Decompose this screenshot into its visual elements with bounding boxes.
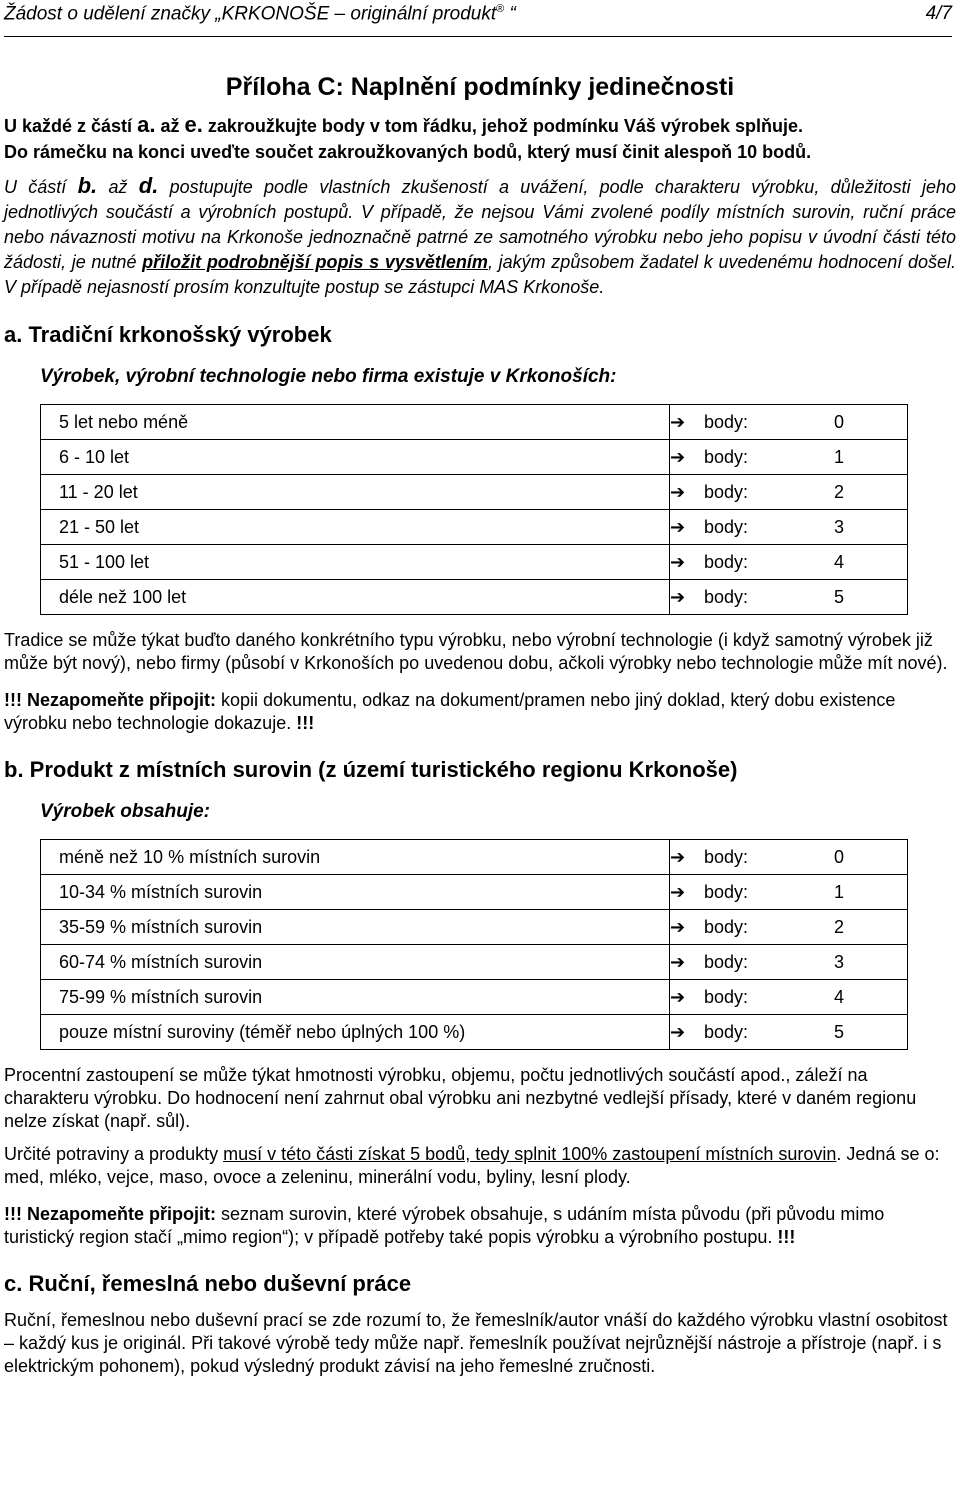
section-a-score-table (40, 404, 908, 615)
points-label: body: (704, 516, 749, 537)
header-title: Žádost o udělení značky „KRKONOŠE – originální produkt® “ (4, 3, 516, 25)
attach-description-link: přiložit podrobnější popis s vysvětlením (142, 252, 488, 272)
score-condition: 10-34 % místních surovin (41, 875, 670, 910)
score-condition: 35-59 % místních surovin (41, 910, 670, 945)
intro-line-2: Do rámečku na konci uveďte součet zakroužkovaných bodů, který musí činit alespoň 10 bodů. (4, 142, 812, 162)
score-points[interactable] (670, 545, 908, 580)
points-label: body: (704, 446, 749, 467)
score-row[interactable] (41, 1015, 908, 1050)
arrow-right-icon: ➔ (670, 881, 686, 902)
section-b-heading: b. Produkt z místních surovin (z území turistického regionu Krkonoše) (4, 757, 738, 782)
annex-title: Příloha C: Naplnění podmínky jedinečnosti (225, 73, 735, 101)
points-label: body: (704, 586, 749, 607)
points-label: body: (704, 1021, 749, 1042)
points-value[interactable]: 0 (834, 411, 845, 432)
score-points[interactable] (670, 580, 908, 615)
score-points[interactable] (670, 405, 908, 440)
arrow-right-icon: ➔ (670, 1021, 686, 1042)
score-row[interactable] (41, 475, 908, 510)
arrow-right-icon: ➔ (670, 446, 686, 467)
section-a-note: Tradice se může týkat buďto daného konkrétního typu výrobku, nebo výrobní technologie (i když samotný výrobek již může být nový), nebo firmy (působí v Krkonoších po uvedenou dobu, ačkoli výrobky nebo technologie může mít nové). (4, 630, 948, 673)
section-b-score-table (40, 839, 908, 1050)
score-condition: 51 - 100 let (41, 545, 670, 580)
score-points[interactable] (670, 980, 908, 1015)
intro-line-1: U každé z částí a. až e. zakroužkujte body v tom řádku, jehož podmínku Váš výrobek splňuje. (4, 112, 803, 137)
arrow-right-icon: ➔ (670, 951, 686, 972)
section-c-heading: c. Ruční, řemeslná nebo duševní práce (4, 1271, 412, 1296)
score-row[interactable] (41, 405, 908, 440)
score-condition: méně než 10 % místních surovin (41, 840, 670, 875)
score-condition: 75-99 % místních surovin (41, 980, 670, 1015)
page-number: 4/7 (925, 3, 952, 24)
score-points[interactable] (670, 910, 908, 945)
score-points[interactable] (670, 945, 908, 980)
score-points[interactable] (670, 475, 908, 510)
points-value[interactable]: 5 (834, 1021, 845, 1042)
arrow-right-icon: ➔ (670, 516, 686, 537)
arrow-right-icon: ➔ (670, 846, 686, 867)
score-row[interactable] (41, 980, 908, 1015)
score-row[interactable] (41, 910, 908, 945)
score-condition: déle než 100 let (41, 580, 670, 615)
score-row[interactable] (41, 440, 908, 475)
score-condition: 11 - 20 let (41, 475, 670, 510)
points-label: body: (704, 481, 749, 502)
arrow-right-icon: ➔ (670, 411, 686, 432)
score-row[interactable] (41, 875, 908, 910)
score-row[interactable] (41, 840, 908, 875)
score-condition: 21 - 50 let (41, 510, 670, 545)
score-points[interactable] (670, 1015, 908, 1050)
points-value[interactable]: 4 (834, 551, 845, 572)
section-b-note-2: Určité potraviny a produkty musí v této části získat 5 bodů, tedy splnit 100% zastoupení místních surovin. Jedná se o: med, mléko, vejce, maso, ovoce a zeleninu, minerální vodu, byliny, lesní plody. (4, 1144, 940, 1187)
section-a-heading: a. Tradiční krkonošský výrobek (4, 322, 332, 347)
points-label: body: (704, 551, 749, 572)
section-a-attach-note: !!! Nezapomeňte připojit: kopii dokumentu, odkaz na dokument/pramen nebo jiný doklad, který dobu existence výrobku nebo technologie dokazuje. !!! (4, 690, 896, 733)
section-b-attach-note: !!! Nezapomeňte připojit: seznam surovin, které výrobek obsahuje, s udáním místa původu (při původu mimo turistický region stačí „mimo region“); v případě potřeby také popis výrobku a výrobního postupu. !!! (4, 1204, 885, 1247)
registered-icon: ® (496, 3, 505, 15)
section-c-text: Ruční, řemeslnou nebo duševní prací se zde rozumí to, že řemeslník/autor vnáší do každého výrobku vlastní osobitost – každý kus je originál. Při takové výrobě tedy může např. řemeslník používat nejrůznější nástroje a přístroje (např. i s elektrickým pohonem), pokud výsledný produkt závisí na jeho řemeslné zručnosti. (4, 1310, 948, 1376)
section-b-note-1: Procentní zastoupení se může týkat hmotnosti výrobku, objemu, počtu jednotlivých součástí apod., záleží na charakteru výrobku. Do hodnocení není zahrnut obal výrobku ani nezbytné vedlejší přísady, které v daném regionu nelze získat (např. sůl). (4, 1065, 917, 1131)
points-value[interactable]: 3 (834, 951, 845, 972)
score-points[interactable] (670, 510, 908, 545)
score-row[interactable] (41, 545, 908, 580)
arrow-right-icon: ➔ (670, 586, 686, 607)
section-b-subheading: Výrobek obsahuje: (40, 801, 210, 822)
score-condition: 60-74 % místních surovin (41, 945, 670, 980)
points-label: body: (704, 916, 749, 937)
points-label: body: (704, 411, 749, 432)
points-value[interactable]: 2 (834, 481, 845, 502)
points-label: body: (704, 881, 749, 902)
arrow-right-icon: ➔ (670, 481, 686, 502)
arrow-right-icon: ➔ (670, 916, 686, 937)
points-value[interactable]: 2 (834, 916, 845, 937)
score-points[interactable] (670, 840, 908, 875)
points-value[interactable]: 1 (834, 446, 845, 467)
score-condition: 6 - 10 let (41, 440, 670, 475)
arrow-right-icon: ➔ (670, 551, 686, 572)
section-a-subheading: Výrobek, výrobní technologie nebo firma existuje v Krkonoších: (40, 366, 617, 387)
points-value[interactable]: 1 (834, 881, 845, 902)
points-value[interactable]: 4 (834, 986, 845, 1007)
arrow-right-icon: ➔ (670, 986, 686, 1007)
score-points[interactable] (670, 875, 908, 910)
score-row[interactable] (41, 580, 908, 615)
points-label: body: (704, 986, 749, 1007)
points-value[interactable]: 0 (834, 846, 845, 867)
score-condition: 5 let nebo méně (41, 405, 670, 440)
points-label: body: (704, 846, 749, 867)
points-value[interactable]: 5 (834, 586, 845, 607)
intro-instructions: U částí b. až d. postupujte podle vlastních zkušeností a uvážení, podle charakteru výrobku, důležitosti jeho jednotlivých součástí a výrobních postupů. V případě, že nejsou Vámi zvolené podíly místních surovin, ruční práce nebo návaznosti motivu na Krkonoše jednoznačně patrné ze samotného výrobku nebo jeho popisu v úvodní části této žádosti, je nutné přiložit podrobnější popis s vysvětlením, jakým způsobem žadatel k uvedenému hodnocení došel. V případě nejasností prosím konzultujte postup se zástupci MAS Krkonoše. (4, 173, 956, 297)
page-header (4, 0, 952, 37)
points-value[interactable]: 3 (834, 516, 845, 537)
score-row[interactable] (41, 510, 908, 545)
score-row[interactable] (41, 945, 908, 980)
score-points[interactable] (670, 440, 908, 475)
points-label: body: (704, 951, 749, 972)
score-condition: pouze místní suroviny (téměř nebo úplných 100 %) (41, 1015, 670, 1050)
